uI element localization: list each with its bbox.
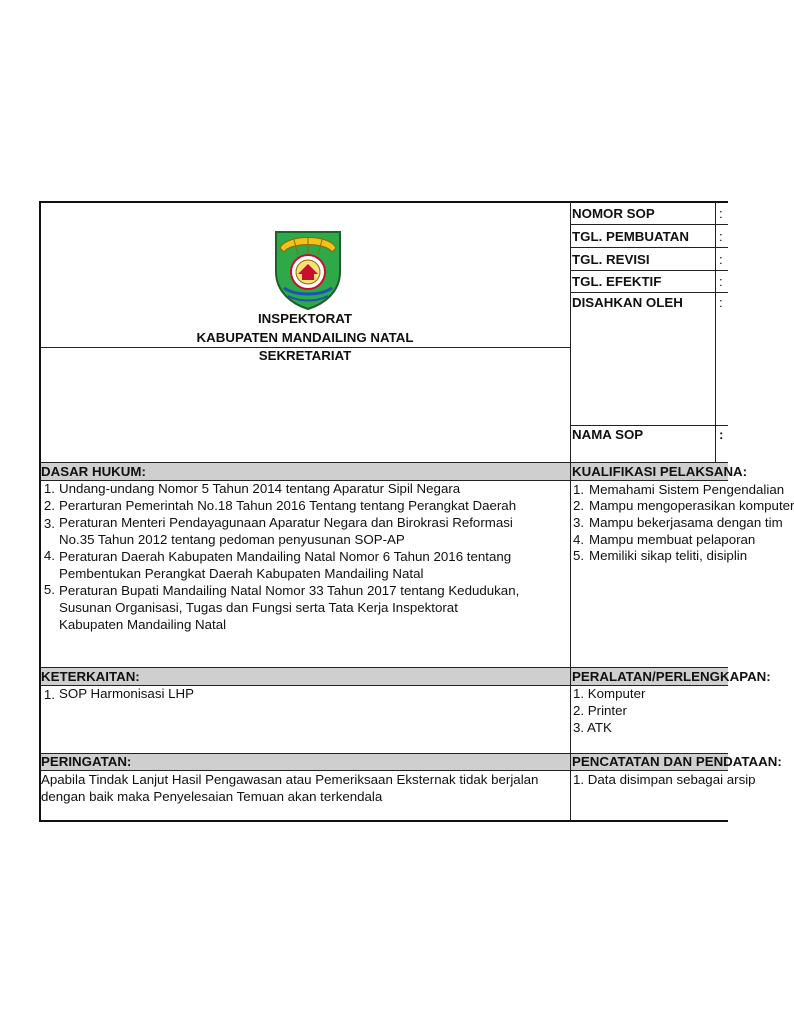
peralatan-item: 2. Printer — [573, 703, 627, 718]
colon: : — [719, 274, 723, 289]
list-number: 2. — [573, 498, 585, 513]
colon: : — [719, 206, 723, 221]
section-title-dasar-hukum: DASAR HUKUM: — [41, 464, 146, 479]
peralatan-item: 1. Komputer — [573, 686, 646, 701]
org-name-line2: KABUPATEN MANDAILING NATAL — [196, 330, 414, 345]
dasar-hukum-item: No.35 Tahun 2012 tentang pedoman penyusunan SOP-AP — [59, 532, 405, 547]
list-number: 2. — [43, 498, 55, 513]
kualifikasi-item: Mampu mengoperasikan komputer — [589, 498, 794, 513]
label-tgl-pembuatan: TGL. PEMBUATAN — [572, 229, 689, 244]
kualifikasi-item: Memiliki sikap teliti, disiplin — [589, 548, 748, 563]
list-number: 3. — [43, 516, 55, 531]
dasar-hukum-item: Peraturan Daerah Kabupaten Mandailing Natal Nomor 6 Tahun 2016 tentang — [59, 549, 512, 564]
table-border-bottom — [39, 820, 728, 822]
dasar-hukum-item: Perarturan Pemerintah No.18 Tahun 2016 Tentang tentang Perangkat Daerah — [59, 498, 517, 513]
label-tgl-efektif: TGL. EFEKTIF — [572, 274, 662, 289]
label-disahkan-oleh: DISAHKAN OLEH — [572, 295, 683, 310]
section-title-pencatatan: PENCATATAN DAN PENDATAAN: — [572, 754, 782, 769]
list-number: 1. — [573, 482, 585, 497]
keterkaitan-item: SOP Harmonisasi LHP — [59, 686, 194, 701]
dasar-hukum-item: Peraturan Menteri Pendayagunaan Aparatur Negara dan Birokrasi Reformasi — [59, 515, 513, 530]
label-nama-sop: NAMA SOP — [572, 427, 644, 442]
peralatan-item: 3. ATK — [573, 720, 612, 735]
list-number: 4. — [573, 532, 585, 547]
list-number: 3. — [573, 515, 585, 530]
colon: : — [719, 295, 723, 310]
table-border-top — [39, 201, 728, 203]
list-number: 4. — [43, 548, 55, 563]
meta-row-line — [570, 292, 728, 293]
section-title-kualifikasi: KUALIFIKASI PELAKSANA: — [572, 464, 748, 479]
column-divider — [570, 202, 571, 821]
meta-row-line — [570, 270, 728, 271]
kualifikasi-item: Mampu bekerjasama dengan tim — [589, 515, 783, 530]
kualifikasi-item: Mampu membuat pelaporan — [589, 532, 756, 547]
meta-row-line — [570, 247, 728, 248]
peringatan-text: dengan baik maka Penyelesaian Temuan akan terkendala — [41, 789, 383, 804]
colon: : — [719, 252, 723, 267]
colon: : — [719, 229, 723, 244]
org-name-line1: INSPEKTORAT — [257, 311, 353, 326]
kualifikasi-item: Memahami Sistem Pengendalian — [589, 482, 785, 497]
dasar-hukum-item: Susunan Organisasi, Tugas dan Fungsi serta Tata Kerja Inspektorat — [59, 600, 458, 615]
section-title-peralatan: PERALATAN/PERLENGKAPAN: — [572, 669, 771, 684]
regency-emblem-icon — [272, 226, 344, 310]
list-number: 1. — [43, 687, 55, 702]
label-tgl-revisi: TGL. REVISI — [572, 252, 650, 267]
list-number: 5. — [43, 582, 55, 597]
dasar-hukum-item: Peraturan Bupati Mandailing Natal Nomor 33 Tahun 2017 tentang Kedudukan, — [59, 583, 520, 598]
dasar-hukum-item: Pembentukan Perangkat Daerah Kabupaten Mandailing Natal — [59, 566, 424, 581]
list-number: 1. — [43, 481, 55, 496]
section-title-peringatan: PERINGATAN: — [41, 754, 132, 769]
label-nomor-sop: NOMOR SOP — [572, 206, 655, 221]
list-number: 5. — [573, 548, 585, 563]
org-unit-name: SEKRETARIAT — [258, 348, 352, 363]
peringatan-text: Apabila Tindak Lanjut Hasil Pengawasan atau Pemeriksaan Eksternak tidak berjalan — [41, 772, 539, 787]
colon: : — [719, 427, 724, 442]
dasar-hukum-item: Kabupaten Mandailing Natal — [59, 617, 227, 632]
section-title-keterkaitan: KETERKAITAN: — [41, 669, 140, 684]
pencatatan-item: 1. Data disimpan sebagai arsip — [573, 772, 756, 787]
dasar-hukum-item: Undang-undang Nomor 5 Tahun 2014 tentang Aparatur Sipil Negara — [59, 481, 461, 496]
meta-row-line — [570, 224, 728, 225]
meta-colon-divider — [715, 202, 716, 462]
